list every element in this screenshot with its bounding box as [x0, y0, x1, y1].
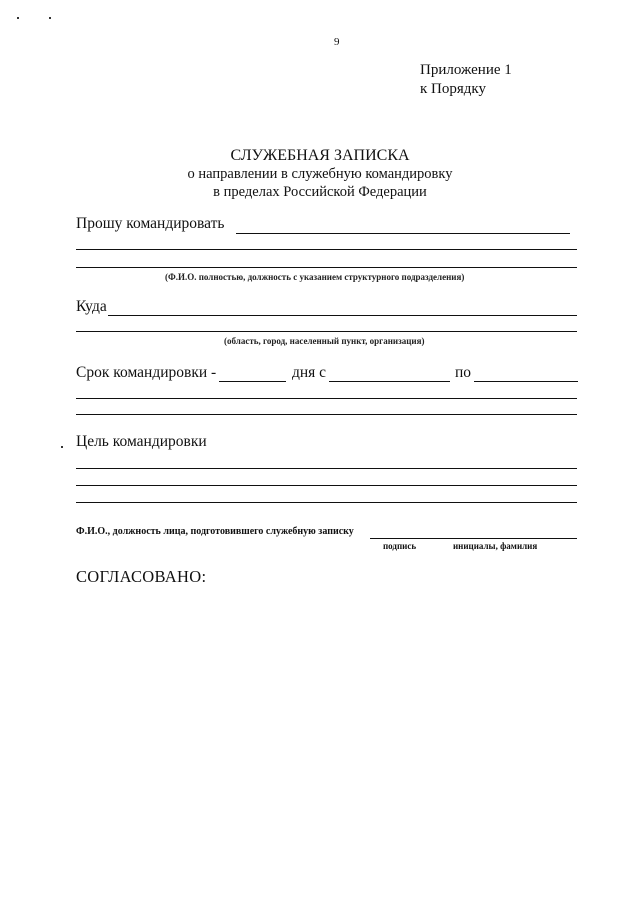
- period-from-field[interactable]: [329, 381, 450, 382]
- send-extra-line[interactable]: [76, 267, 577, 268]
- appendix-line-2: к Порядку: [420, 81, 486, 97]
- scan-speck: [49, 17, 51, 19]
- send-caption: (Ф.И.О. полностью, должность с указанием структурного подразделения): [165, 272, 465, 282]
- period-to-label: по: [455, 364, 472, 381]
- appendix-note: [420, 61, 512, 99]
- document-subtitle-1: о направлении в служебную командировку: [187, 166, 453, 182]
- purpose-line[interactable]: [76, 468, 577, 469]
- period-to-field[interactable]: [474, 381, 578, 382]
- name-caption: инициалы, фамилия: [453, 541, 538, 551]
- purpose-line[interactable]: [76, 502, 577, 503]
- period-days-label: дня с: [292, 364, 327, 381]
- page-number: 9: [334, 36, 340, 48]
- document-title: СЛУЖЕБНАЯ ЗАПИСКА: [230, 147, 410, 164]
- period-extra-line[interactable]: [76, 414, 577, 415]
- where-caption: (область, город, населенный пункт, организация): [224, 336, 425, 346]
- period-extra-line[interactable]: [76, 398, 577, 399]
- scan-speck: [61, 446, 63, 448]
- where-field[interactable]: [108, 315, 577, 316]
- appendix-line-1: Приложение 1: [420, 62, 512, 78]
- where-extra-line[interactable]: [76, 331, 577, 332]
- send-name-field[interactable]: [236, 233, 570, 234]
- agreed-heading: СОГЛАСОВАНО:: [76, 567, 207, 586]
- purpose-line[interactable]: [76, 485, 577, 486]
- send-extra-line[interactable]: [76, 249, 577, 250]
- signature-label: Ф.И.О., должность лица, подготовившего служебную записку: [76, 526, 354, 537]
- signature-caption: подпись: [383, 541, 417, 551]
- period-label: Срок командировки -: [76, 364, 217, 381]
- where-label: Куда: [76, 298, 107, 315]
- send-label: Прошу командировать: [76, 215, 225, 232]
- scan-speck: [17, 17, 19, 19]
- document-subtitle-2: в пределах Российской Федерации: [213, 184, 427, 200]
- signature-field[interactable]: [370, 538, 577, 539]
- period-days-field[interactable]: [219, 381, 286, 382]
- purpose-label: Цель командировки: [76, 433, 207, 450]
